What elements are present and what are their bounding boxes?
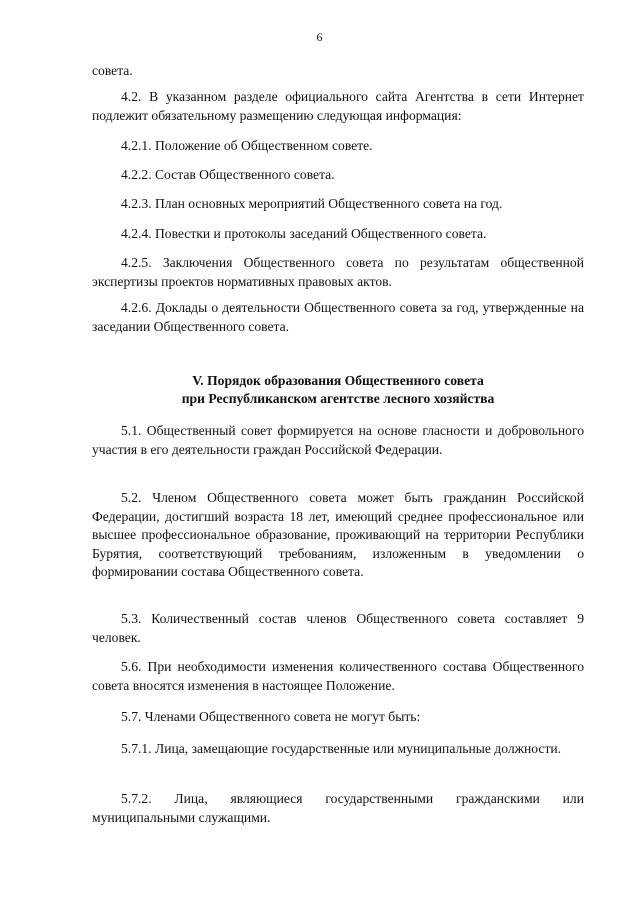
paragraph-5-6: 5.6. При необходимости изменения количественного состава Общественного совета вносятся изменения в настоящее Положение. xyxy=(92,659,584,693)
paragraph-5-7-2: 5.7.2. Лица, являющиеся государственными гражданскими или муниципальными служащими. xyxy=(92,791,584,825)
paragraph-4-2: 4.2. В указанном разделе официального сайта Агентства в сети Интернет подлежит обязательному размещению следующая информация: xyxy=(92,89,584,123)
paragraph-4-2-6: 4.2.6. Доклады о деятельности Общественного совета за год, утвержденные на заседании Общественного совета. xyxy=(92,300,584,334)
section-heading xyxy=(92,372,584,408)
paragraph-4-2-2: 4.2.2. Состав Общественного совета. xyxy=(121,167,335,182)
paragraph-4-2-1: 4.2.1. Положение об Общественном совете. xyxy=(121,138,373,153)
paragraph-5-2: 5.2. Членом Общественного совета может быть гражданин Российской Федерации, достигший возраста 18 лет, имеющий среднее профессиональное или высшее профессиональное образование, проживающий на территории Республики Бурятия, соответствующий требованиям, изложенным в уведомлении о формировании состава Общественного совета. xyxy=(92,490,584,579)
paragraph-4-2-3: 4.2.3. План основных мероприятий Общественного совета на год. xyxy=(121,196,503,211)
paragraph-4-2-5: 4.2.5. Заключения Общественного совета по результатам общественной экспертизы проектов нормативных правовых актов. xyxy=(92,255,584,289)
page-number: 6 xyxy=(316,30,323,44)
paragraph-5-7: 5.7. Членами Общественного совета не могут быть: xyxy=(121,709,421,724)
paragraph-5-7-1: 5.7.1. Лица, замещающие государственные или муниципальные должности. xyxy=(121,741,562,756)
paragraph-5-1: 5.1. Общественный совет формируется на основе гласности и добровольного участия в его деятельности граждан Российской Федерации. xyxy=(92,423,584,457)
section-heading-line-2: при Республиканском агентстве лесного хозяйства xyxy=(181,391,495,406)
paragraph-5-3: 5.3. Количественный состав членов Общественного совета составляет 9 человек. xyxy=(92,611,584,645)
paragraph-continuation: совета. xyxy=(92,63,133,78)
section-heading-line-1: V. Порядок образования Общественного совета xyxy=(192,373,484,388)
paragraph-4-2-4: 4.2.4. Повестки и протоколы заседаний Общественного совета. xyxy=(121,226,487,241)
